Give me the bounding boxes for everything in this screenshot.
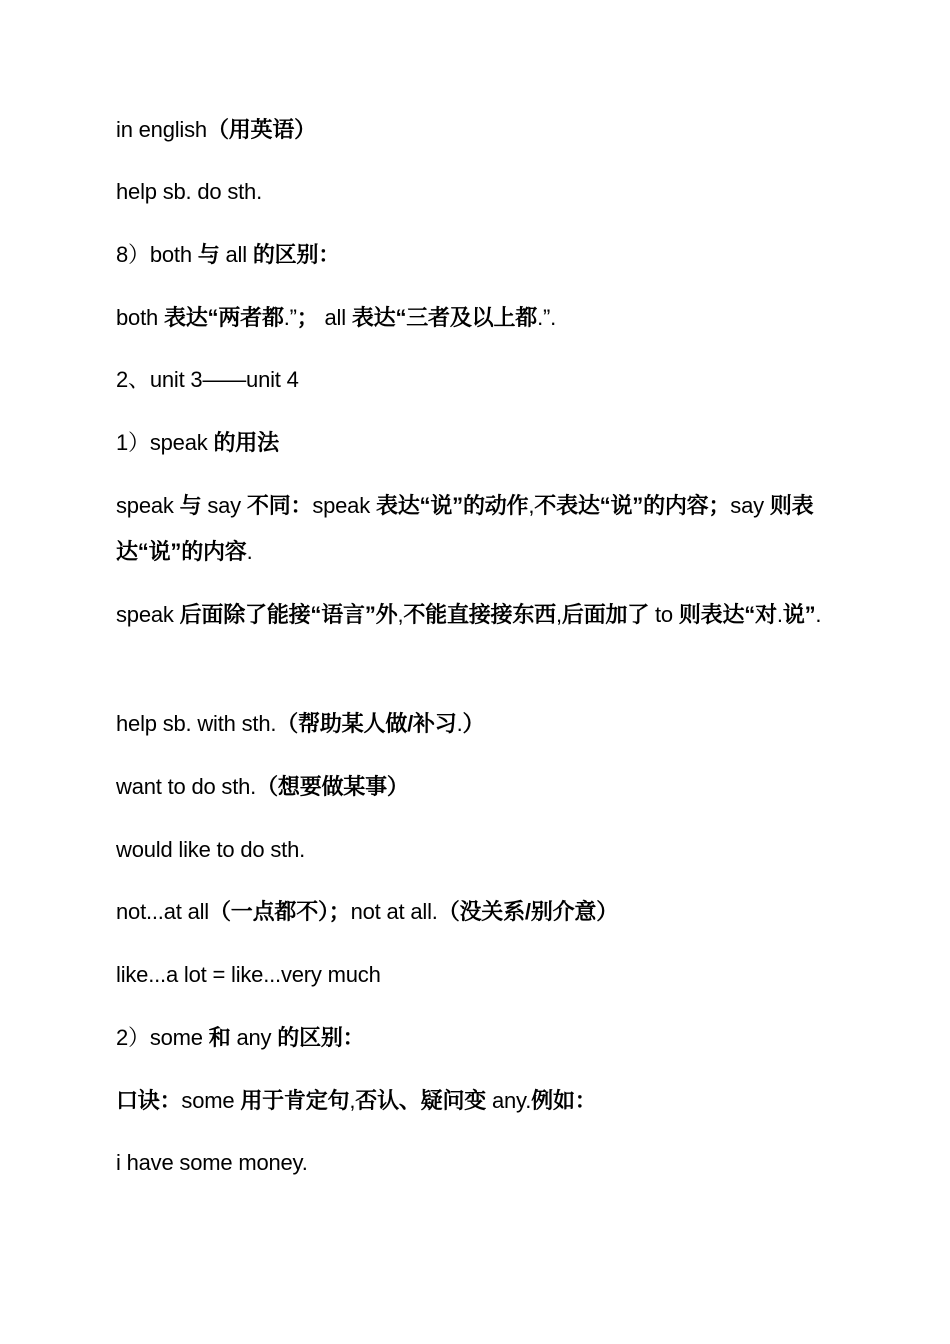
bold-text-segment: 表达“两者都 [163, 305, 284, 330]
text-segment: in english [116, 117, 207, 142]
text-segment: 8）both [116, 242, 198, 267]
paragraph-speak-vs-say [116, 483, 846, 575]
text-segment: . [776, 602, 783, 627]
text-segment: i have some money. [116, 1150, 308, 1175]
text-segment: . [456, 711, 463, 736]
bold-text-segment: 后面除了能接“语言”外 [179, 602, 398, 627]
text-segment: , [528, 493, 535, 518]
bold-text-segment: 用于肯定句 [240, 1088, 350, 1113]
bold-text-segment: ； [296, 305, 319, 330]
text-segment: .” [283, 305, 297, 330]
text-segment: all [219, 242, 253, 267]
text-segment: all [318, 305, 352, 330]
bold-text-segment: 说” [782, 602, 816, 627]
text-segment: say [730, 493, 770, 518]
text-line-speak-usage-heading [116, 420, 846, 466]
bold-text-segment: 表达“三者及以上都 [351, 305, 538, 330]
text-segment: , [555, 602, 562, 627]
text-segment: not at all. [350, 899, 438, 924]
bold-text-segment: 不同： [246, 493, 313, 518]
text-segment: say [201, 493, 247, 518]
text-segment: not...at all [116, 899, 209, 924]
text-segment: .”. [537, 305, 557, 330]
text-line-example-some-money [116, 1140, 846, 1186]
text-segment: want to do sth. [116, 774, 257, 799]
text-segment: help sb. do sth. [116, 179, 263, 204]
text-segment: . [815, 602, 822, 627]
text-line-help-sb-do-sth [116, 169, 846, 215]
text-segment: help sb. with sth. [116, 711, 277, 736]
bold-text-segment: 则表达“对 [678, 602, 777, 627]
bold-text-segment: 与 [179, 493, 202, 518]
text-line-help-sb-with-sth [116, 701, 846, 747]
bold-text-segment: 不表达“说”的内容； [534, 493, 731, 518]
text-line-both-all-explanation [116, 295, 846, 341]
text-line-some-any-rhyme [116, 1078, 846, 1124]
text-segment: both [116, 305, 164, 330]
bold-text-segment: 和 [208, 1025, 231, 1050]
section-heading-unit-3-4 [116, 357, 846, 403]
bold-text-segment: （一点都不）； [209, 899, 351, 924]
bold-text-segment: 例如： [531, 1088, 597, 1113]
text-segment: , [349, 1088, 356, 1113]
bold-text-segment: 的区别： [277, 1025, 365, 1050]
text-line-would-like-to-do-sth [116, 827, 846, 873]
text-line-in-english [116, 107, 846, 153]
text-segment: 2、unit 3——unit 4 [116, 367, 299, 392]
text-segment: 1）speak [116, 430, 214, 455]
text-segment: some [181, 1088, 241, 1113]
text-segment: 2）some [116, 1025, 209, 1050]
text-segment: would like to do sth. [116, 837, 306, 862]
text-segment: , [397, 602, 404, 627]
bold-text-segment: （帮助某人做/补习 [276, 711, 457, 736]
text-line-some-any-heading [116, 1015, 846, 1061]
text-segment: any [230, 1025, 278, 1050]
text-segment: any. [486, 1088, 532, 1113]
text-line-both-all-heading [116, 232, 846, 278]
bold-text-segment: （想要做某事） [256, 774, 409, 799]
text-segment: speak [116, 493, 180, 518]
bold-text-segment: （用英语） [206, 117, 316, 142]
text-line-not-at-all [116, 889, 846, 935]
bold-text-segment: 否认、疑问变 [355, 1088, 487, 1113]
text-segment: to [649, 602, 679, 627]
bold-text-segment: 表达“说”的动作 [375, 493, 529, 518]
bold-text-segment: 与 [197, 242, 220, 267]
bold-text-segment: 不能直接接东西 [403, 602, 556, 627]
bold-text-segment: 后面加了 [561, 602, 650, 627]
text-segment: speak [116, 602, 180, 627]
text-line-like-a-lot [116, 952, 846, 998]
bold-text-segment: 则表达“说”的内容 [116, 493, 814, 564]
bold-text-segment: 的区别： [252, 242, 341, 267]
text-segment: like...a lot = like...very much [116, 962, 381, 987]
bold-text-segment: （没关系/别介意） [437, 899, 619, 924]
bold-text-segment: 的用法 [213, 430, 279, 455]
paragraph-speak-followed-by [116, 592, 846, 638]
text-line-want-to-do-sth [116, 764, 846, 810]
bold-text-segment: 口诀： [116, 1088, 182, 1113]
bold-text-segment: ） [462, 711, 485, 736]
text-segment: speak [312, 493, 376, 518]
text-segment: . [246, 539, 253, 564]
